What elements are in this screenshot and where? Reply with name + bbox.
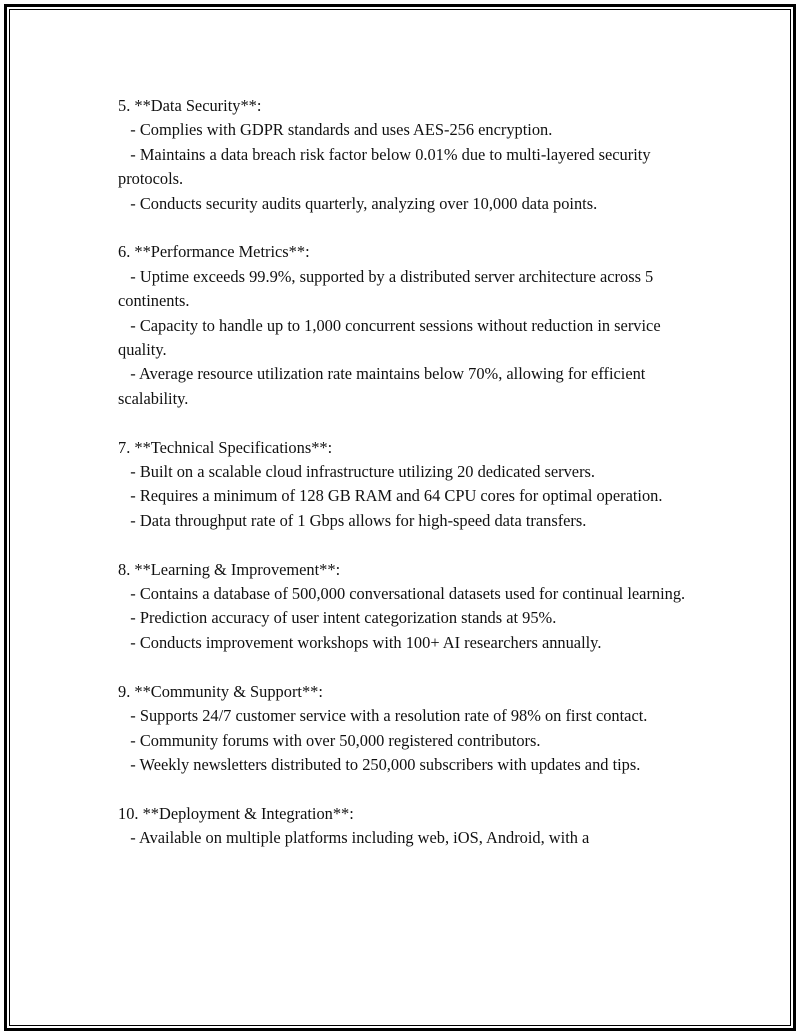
- section-technical-specifications: [118, 436, 688, 534]
- bullet-item: - Supports 24/7 customer service with a resolution rate of 98% on first contact.: [118, 706, 648, 726]
- bullet-item: - Data throughput rate of 1 Gbps allows for high-speed data transfers.: [118, 510, 587, 530]
- document-body: [118, 94, 688, 875]
- bullet-item: - Complies with GDPR standards and uses AES-256 encryption.: [118, 120, 553, 140]
- section-performance-metrics: [118, 240, 688, 411]
- section-heading: 8. **Learning & Improvement**:: [118, 559, 341, 579]
- bullet-item: - Uptime exceeds 99.9%, supported by a distributed server architecture across 5 continents.: [118, 266, 658, 311]
- section-deployment-integration: [118, 802, 688, 851]
- bullet-item: - Requires a minimum of 128 GB RAM and 64 CPU cores for optimal operation.: [118, 486, 663, 506]
- bullet-item: - Conducts improvement workshops with 100+ AI researchers annually.: [118, 632, 602, 652]
- section-heading: 7. **Technical Specifications**:: [118, 437, 333, 457]
- bullet-item: - Maintains a data breach risk factor below 0.01% due to multi-layered security protocols.: [118, 144, 655, 189]
- bullet-item: - Built on a scalable cloud infrastructure utilizing 20 dedicated servers.: [118, 462, 595, 482]
- section-community-support: [118, 680, 688, 778]
- bullet-item: - Conducts security audits quarterly, analyzing over 10,000 data points.: [118, 193, 598, 213]
- section-learning-improvement: [118, 558, 688, 656]
- section-heading: 6. **Performance Metrics**:: [118, 242, 310, 262]
- bullet-item: - Weekly newsletters distributed to 250,000 subscribers with updates and tips.: [118, 754, 641, 774]
- section-heading: 9. **Community & Support**:: [118, 681, 323, 701]
- bullet-item: - Contains a database of 500,000 conversational datasets used for continual learning.: [118, 584, 686, 604]
- bullet-item: - Community forums with over 50,000 registered contributors.: [118, 730, 541, 750]
- section-data-security: [118, 94, 688, 216]
- bullet-item: - Prediction accuracy of user intent categorization stands at 95%.: [118, 608, 557, 628]
- bullet-item: - Available on multiple platforms including web, iOS, Android, with a: [118, 828, 590, 848]
- section-heading: 10. **Deployment & Integration**:: [118, 803, 354, 823]
- section-heading: 5. **Data Security**:: [118, 96, 262, 115]
- bullet-item: - Average resource utilization rate maintains below 70%, allowing for efficient scalability.: [118, 364, 650, 408]
- bullet-item: - Capacity to handle up to 1,000 concurrent sessions without reduction in service quality.: [118, 315, 665, 360]
